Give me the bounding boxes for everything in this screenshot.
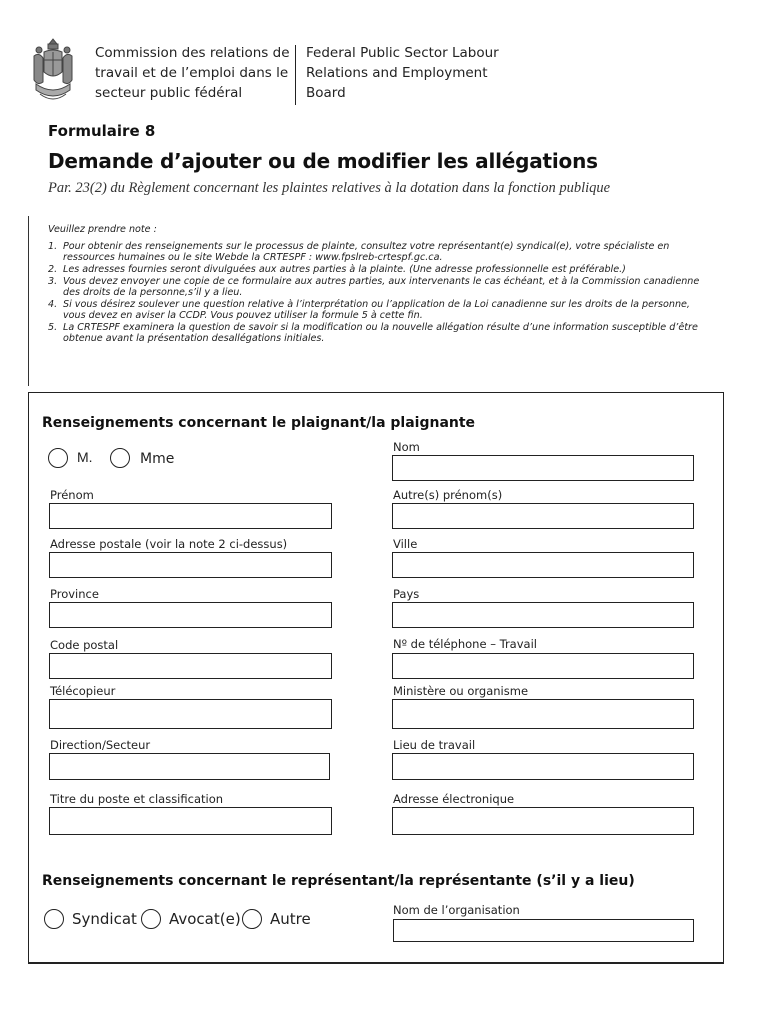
radio-avocat-label: Avocat(e) [169, 910, 241, 928]
header-en-line: Federal Public Sector Labour [306, 45, 499, 61]
label-nom: Nom [393, 440, 420, 454]
label-ministere: Ministère ou organisme [393, 684, 529, 698]
lieu-travail-field[interactable] [392, 753, 694, 780]
label-pays: Pays [393, 587, 420, 601]
header-fr-line: secteur public fédéral [95, 85, 243, 101]
radio-mme-label: Mme [140, 451, 175, 467]
header-english-name [306, 43, 499, 103]
note-text: Pour obtenir des renseignements sur le processus de plainte, consultez votre représentant(e) syndical(e), votre spécialiste en ressources humaines ou le site Webde la CRTESPF : www.fpslreb-crtespf.gc.ca. [63, 241, 670, 263]
ministere-field[interactable] [392, 699, 694, 729]
label-direction: Direction/Secteur [50, 738, 151, 752]
label-code-postal: Code postal [50, 638, 119, 652]
page-subtitle: Par. 23(2) du Règlement concernant les plaintes relatives à la dotation dans la fonction publique [48, 180, 611, 196]
organisation-field[interactable] [393, 919, 694, 942]
nom-field[interactable] [392, 455, 694, 481]
label-organisation: Nom de l’organisation [393, 903, 520, 917]
label-autres-prenoms: Autre(s) prénom(s) [393, 488, 503, 502]
label-telephone: Nº de téléphone – Travail [393, 637, 537, 651]
label-courriel: Adresse électronique [393, 792, 515, 806]
header-fr-line: travail et de l’emploi dans le [95, 65, 289, 81]
note-number: 2. [48, 264, 58, 275]
list-item [48, 264, 708, 275]
note-text: La CRTESPF examinera la question de savoir si la modification ou la nouvelle allégation résulte d’une information susceptible d’être obtenue avant la présentation desallégations initiales. [63, 322, 698, 344]
radio-autre[interactable] [242, 909, 262, 929]
note-text: Vous devez envoyer une copie de ce formulaire aux autres parties, aux intervenants le cas échéant, et à la Commission canadienne des droits de la personne,s’il y a lieu. [63, 276, 700, 298]
radio-m[interactable] [48, 448, 68, 468]
list-item [48, 299, 708, 321]
header-fr-line: Commission des relations de [95, 45, 290, 61]
label-ville: Ville [393, 537, 418, 551]
notes-side-bar [28, 216, 29, 386]
notes-heading: Veuillez prendre note : [48, 224, 157, 235]
representative-section-title: Renseignements concernant le représentant/la représentante (s’il y a lieu) [42, 873, 635, 889]
label-lieu-travail: Lieu de travail [393, 738, 476, 752]
radio-m-label: M. [77, 449, 93, 465]
telecopieur-field[interactable] [49, 699, 332, 729]
label-telecopieur: Télécopieur [50, 684, 116, 698]
radio-mme[interactable] [110, 448, 130, 468]
list-item [48, 322, 708, 344]
note-number: 5. [48, 322, 58, 333]
label-prenom: Prénom [50, 488, 94, 502]
note-text: Si vous désirez soulever une question relative à l’interprétation ou l’application de la Loi canadienne sur les droits de la personne, vous devez en aviser la CCDP. Vous pouvez utiliser la formule 5 à cette fin. [63, 299, 690, 321]
list-item [48, 276, 708, 298]
courriel-field[interactable] [392, 807, 694, 835]
note-number: 4. [48, 299, 58, 310]
complainant-section-title: Renseignements concernant le plaignant/la plaignante [42, 415, 476, 431]
header-french-name [95, 43, 290, 103]
list-item [48, 241, 708, 263]
header-en-line: Board [306, 85, 346, 101]
titre-poste-field[interactable] [49, 807, 332, 835]
label-province: Province [50, 587, 99, 601]
header-divider [295, 45, 296, 105]
notes-block [48, 224, 708, 345]
prenom-field[interactable] [49, 503, 332, 529]
direction-field[interactable] [49, 753, 330, 780]
form-number: Formulaire 8 [48, 122, 156, 140]
pays-field[interactable] [392, 602, 694, 628]
label-titre-poste: Titre du poste et classification [50, 792, 224, 806]
adresse-field[interactable] [49, 552, 332, 578]
note-number: 1. [48, 241, 58, 252]
radio-syndicat-label: Syndicat [72, 910, 137, 928]
radio-avocat[interactable] [141, 909, 161, 929]
radio-syndicat[interactable] [44, 909, 64, 929]
page-title: Demande d’ajouter ou de modifier les allégations [48, 149, 598, 173]
province-field[interactable] [49, 602, 332, 628]
canada-coat-of-arms-icon [30, 38, 76, 106]
note-number: 3. [48, 276, 58, 287]
note-text: Les adresses fournies seront divulguées aux autres parties à la plainte. (Une adresse professionnelle est préférable.) [63, 264, 626, 275]
label-adresse: Adresse postale (voir la note 2 ci-dessus) [50, 537, 288, 551]
radio-autre-label: Autre [270, 910, 311, 928]
autres-prenoms-field[interactable] [392, 503, 694, 529]
header-en-line: Relations and Employment [306, 65, 488, 81]
telephone-field[interactable] [392, 653, 694, 679]
code-postal-field[interactable] [49, 653, 332, 679]
ville-field[interactable] [392, 552, 694, 578]
